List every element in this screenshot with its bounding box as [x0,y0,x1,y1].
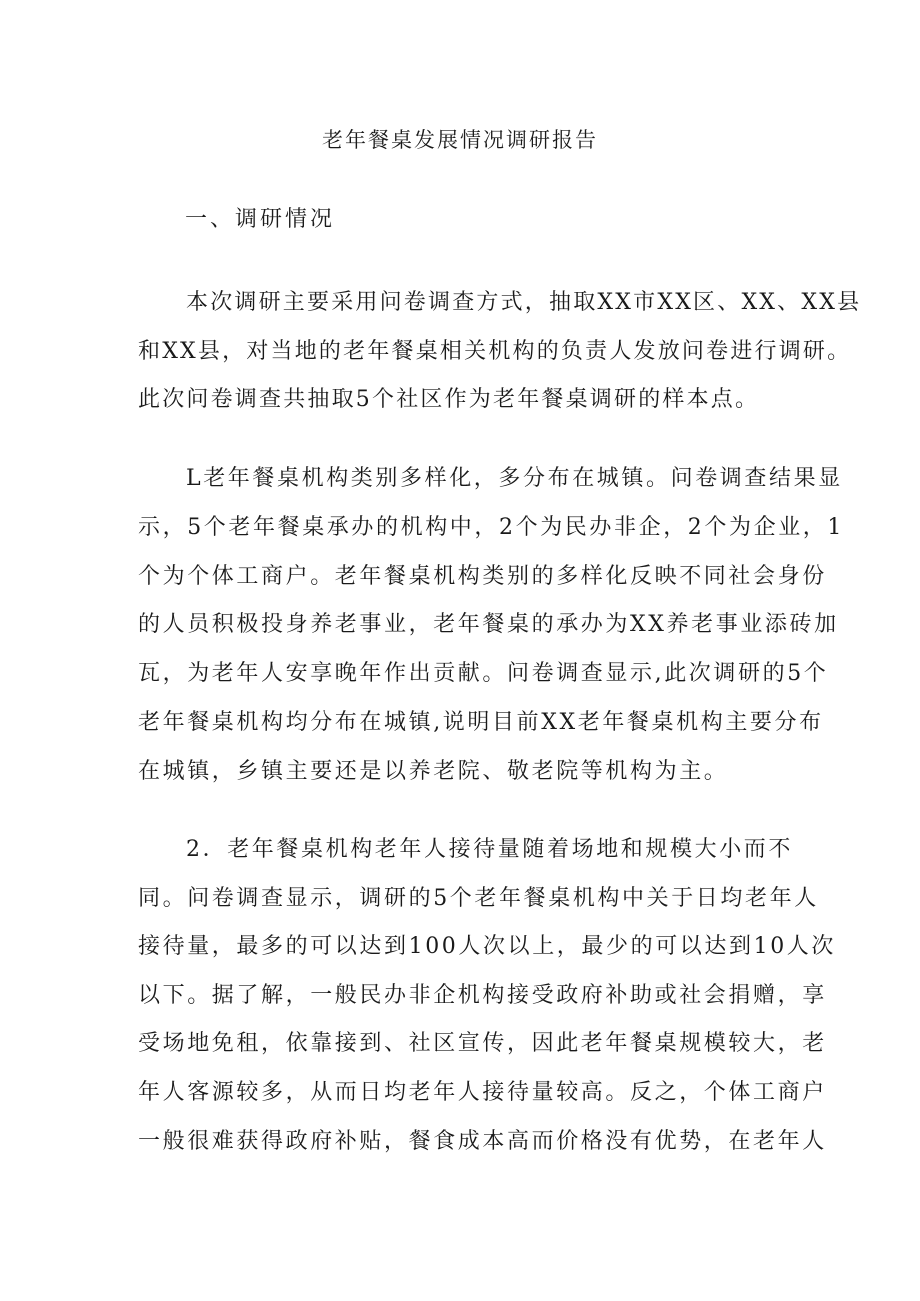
paragraph-line: 此次问卷调查共抽取5个社区作为老年餐桌调研的样本点。 [138,387,760,412]
paragraph-line: 以下。据了解，一般民办非企机构接受政府补助或社会捐赠，享 [138,982,827,1008]
paragraph-line: 和XX县，对当地的老年餐桌相关机构的负责人发放问卷进行调研。 [138,338,852,364]
paragraph-survey-method [138,279,862,425]
paragraph-line: 的人员积极投身养老事业，老年餐桌的承办为XX养老事业添砖加 [138,612,839,638]
paragraph-institution-types [138,455,844,797]
paragraph-line: 在城镇，乡镇主要还是以养老院、敬老院等机构为主。 [138,758,729,784]
paragraph-line: 年人客源较多，从而日均老年人接待量较高。反之，个体工商户 [138,1079,827,1105]
document-title: 老年餐桌发展情况调研报告 [322,128,598,152]
paragraph-line: 瓦，为老年人安享晚年作出贡献。问卷调查显示,此次调研的5个 [138,661,829,687]
paragraph-line: 2．老年餐桌机构老年人接待量随着场地和规模大小而不 [186,837,793,862]
paragraph-line: 个为个体工商户。老年餐桌机构类别的多样化反映不同社会身份 [138,563,827,589]
paragraph-line: 示，5个老年餐桌承办的机构中，2个为民办非企，2个为企业，1 [138,514,844,540]
paragraph-line: 同。问卷调查显示，调研的5个老年餐桌机构中关于日均老年人 [138,885,819,911]
paragraph-line: L老年餐桌机构类别多样化，多分布在城镇。问卷调查结果显 [186,466,843,491]
paragraph-line: 本次调研主要采用问卷调查方式，抽取XX市XX区、XX、XX县 [186,290,862,315]
section-heading: 一、调研情况 [185,207,336,232]
paragraph-reception-volume [138,826,836,1166]
paragraph-line: 受场地免租，依靠接到、社区宣传，因此老年餐桌规模较大，老 [138,1031,827,1057]
paragraph-line: 一般很难获得政府补贴，餐食成本高而价格没有优势，在老年人 [138,1128,827,1154]
paragraph-line: 老年餐桌机构均分布在城镇,说明目前XX老年餐桌机构主要分布 [138,709,824,735]
paragraph-line: 接待量，最多的可以达到100人次以上，最少的可以达到10人次 [138,934,836,960]
